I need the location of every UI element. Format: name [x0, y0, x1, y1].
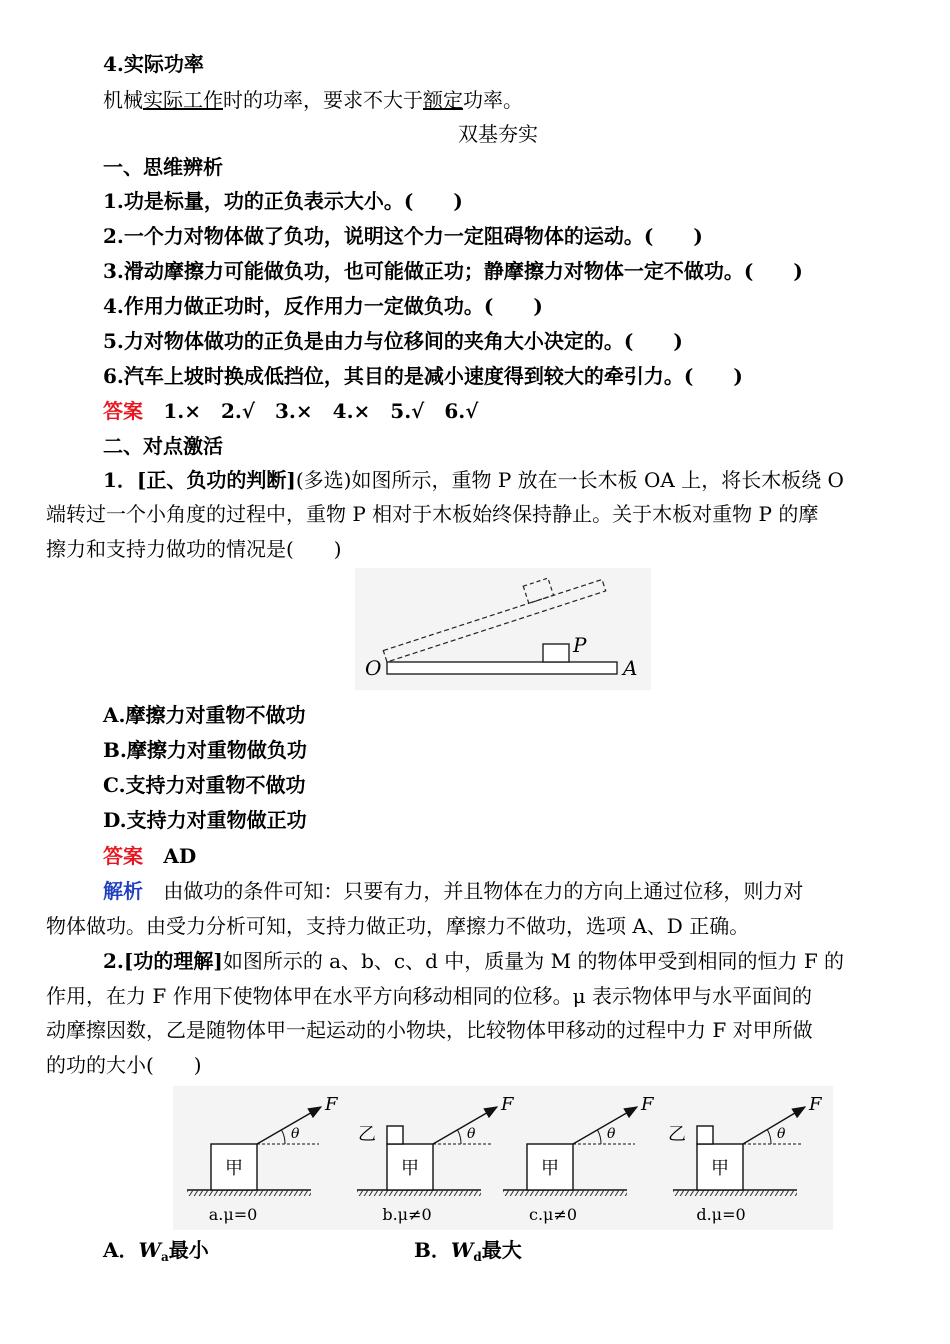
underlined-term: 额定	[423, 88, 463, 112]
force-label: F	[641, 1094, 654, 1115]
judgment-item: 4.作用力做正功时，反作用力一定做负功。( )	[103, 294, 543, 318]
answer-label: 答案	[103, 844, 143, 868]
block-jia: 甲	[711, 1158, 729, 1179]
analysis-row	[103, 879, 803, 903]
label-P: P	[573, 633, 587, 657]
panel-caption: a.μ=0	[208, 1205, 258, 1224]
work-symbol: W	[450, 1238, 474, 1262]
option-B	[414, 1238, 522, 1269]
question-tag: [功的理解]	[123, 949, 223, 973]
answer-label: 答案	[103, 399, 143, 423]
option-suffix: 最小	[168, 1238, 209, 1262]
section-heading: 4.实际功率	[103, 52, 204, 76]
analysis-label: 解析	[103, 879, 143, 903]
text-segment: 机械	[103, 88, 143, 112]
force-label: F	[325, 1094, 338, 1115]
block-jia: 甲	[225, 1158, 243, 1179]
force-label: F	[809, 1094, 822, 1115]
question-text: 动摩擦因数，乙是随物体甲一起运动的小物块，比较物体甲移动的过程中力 F 对甲所做	[46, 1018, 813, 1042]
block-yi: 乙	[668, 1124, 686, 1145]
question-line	[103, 949, 844, 973]
analysis-text: 物体做功。由受力分析可知，支持力做正功，摩擦力不做功，选项 A、D 正确。	[46, 914, 750, 938]
judgment-item: 6.汽车上坡时换成低挡位，其目的是减小速度得到较大的牵引力。( )	[103, 364, 743, 388]
option-prefix: A．	[103, 1238, 139, 1262]
question-text: 作用，在力 F 作用下使物体甲在水平方向移动相同的位移。μ 表示物体甲与水平面间的	[46, 984, 812, 1008]
answer-row	[103, 399, 478, 423]
label-A: A	[623, 656, 638, 680]
work-symbol: W	[138, 1238, 161, 1262]
question-text: 的功的大小( )	[46, 1053, 202, 1077]
board-OA	[387, 662, 617, 674]
option-D: D.支持力对重物做正功	[103, 808, 307, 832]
label-O: O	[365, 656, 382, 680]
question-number: 2.	[103, 949, 124, 973]
question-text: (多选)如图所示，重物 P 放在一长木板 OA 上，将长木板绕 O	[295, 468, 844, 492]
work-subscript: d	[473, 1250, 482, 1264]
option-suffix: 最大	[481, 1238, 522, 1262]
theta-label: θ	[291, 1126, 300, 1142]
judgment-item: 1.功是标量，功的正负表示大小。( )	[103, 189, 463, 213]
board-figure	[355, 568, 651, 690]
theta-label: θ	[467, 1126, 476, 1142]
question-number: 1．	[103, 468, 137, 492]
block-jia: 甲	[541, 1158, 559, 1179]
part-heading: 一、思维辨析	[103, 155, 223, 179]
text-segment: 功率。	[463, 88, 523, 112]
weight-P	[543, 644, 569, 662]
section-text	[103, 88, 523, 112]
part-heading: 二、对点激活	[103, 434, 223, 458]
question-text: 如图所示的 a、b、c、d 中，质量为 M 的物体甲受到相同的恒力 F 的	[222, 949, 845, 973]
question-line	[103, 468, 844, 492]
analysis-text: 由做功的条件可知：只要有力，并且物体在力的方向上通过位移，则力对	[163, 879, 804, 903]
panel-caption: b.μ≠0	[382, 1205, 432, 1224]
block-yi: 乙	[358, 1124, 376, 1145]
banner-title: 双基夯实	[458, 122, 538, 146]
work-subscript: a	[161, 1250, 169, 1264]
question-text: 擦力和支持力做功的情况是( )	[46, 537, 342, 561]
judgment-item: 5.力对物体做功的正负是由力与位移间的夹角大小决定的。( )	[103, 329, 683, 353]
option-prefix: B．	[414, 1238, 451, 1262]
option-B: B.摩擦力对重物做负功	[103, 738, 307, 762]
text-segment: 时的功率，要求不大于	[223, 88, 423, 112]
underlined-term: 实际工作	[143, 88, 223, 112]
answer-text: 1.× 2.√ 3.× 4.× 5.√ 6.√	[163, 399, 479, 423]
option-A	[103, 1238, 209, 1269]
option-A: A.摩擦力对重物不做功	[103, 703, 306, 727]
option-C: C.支持力对重物不做功	[103, 773, 306, 797]
judgment-item: 2.一个力对物体做了负功，说明这个力一定阻碍物体的运动。( )	[103, 224, 703, 248]
theta-label: θ	[777, 1126, 786, 1142]
theta-label: θ	[607, 1126, 616, 1142]
force-label: F	[501, 1094, 514, 1115]
answer-row	[103, 844, 196, 868]
panel-caption: c.μ≠0	[528, 1205, 578, 1224]
block-jia: 甲	[401, 1158, 419, 1179]
question-text: 端转过一个小角度的过程中，重物 P 相对于木板始终保持静止。关于木板对重物 P 的摩	[46, 502, 819, 526]
question-tag: [正、负功的判断]	[136, 468, 296, 492]
force-panels-figure	[173, 1086, 833, 1230]
answer-text: AD	[163, 844, 197, 868]
judgment-item: 3.滑动摩擦力可能做负功，也可能做正功；静摩擦力对物体一定不做功。( )	[103, 259, 803, 283]
panel-caption: d.μ=0	[696, 1205, 746, 1224]
